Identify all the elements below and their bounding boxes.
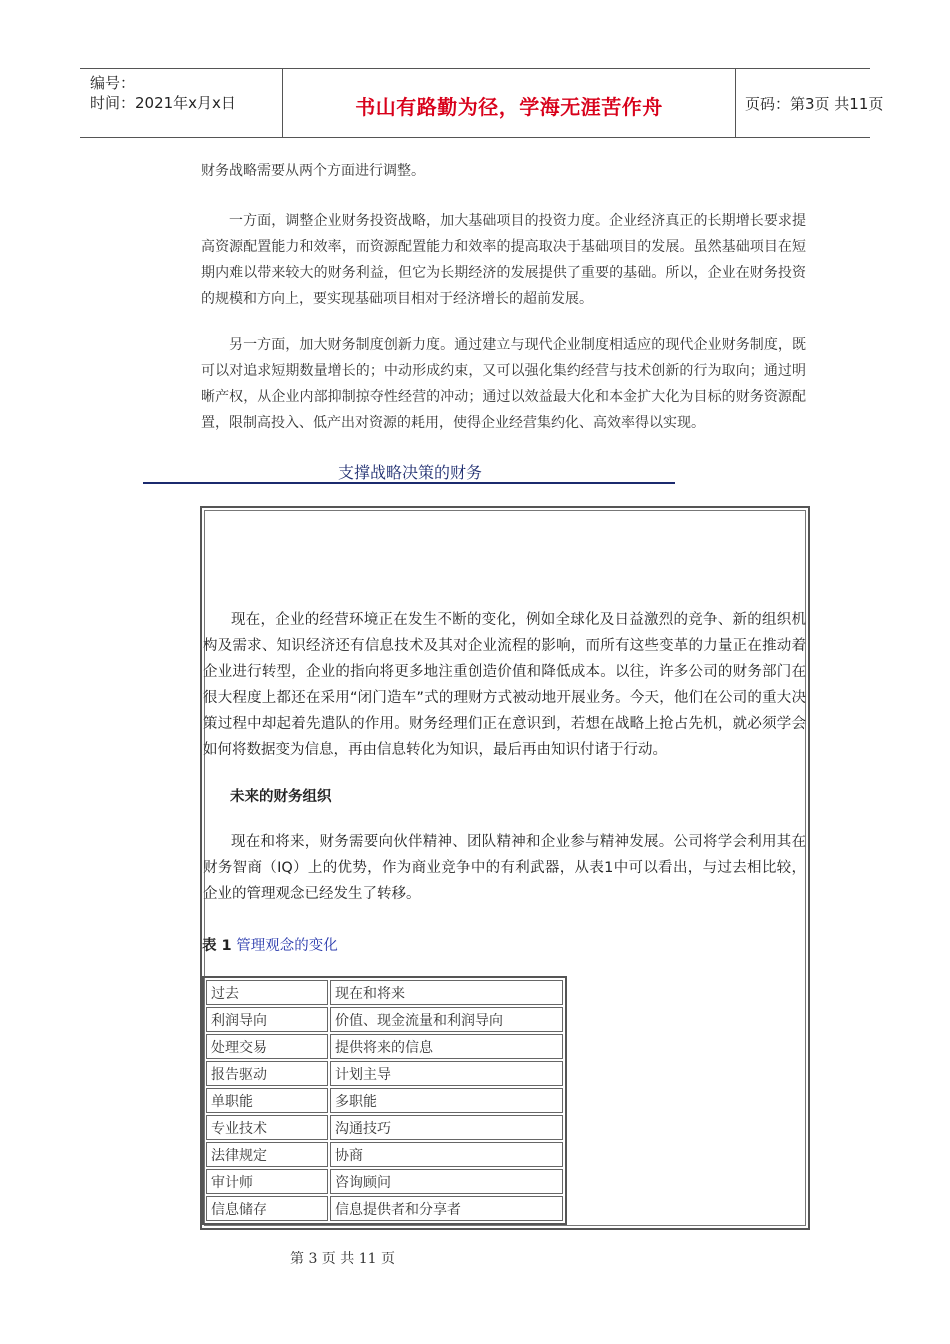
- table-cell: 单职能: [206, 1088, 328, 1113]
- management-concepts-table: [202, 976, 567, 1225]
- table-cell: 协商: [330, 1142, 563, 1167]
- intro-paragraph-0: 财务战略需要从两个方面进行调整。: [201, 163, 425, 179]
- intro-paragraph-1: 一方面，调整企业财务投资战略，加大基础项目的投资力度。企业经济真正的长期增长要求提高资源配置能力和效率，而资源配置能力和效率的提高取决于基础项目的发展。虽然基础项目在短期内难以带来较大的财务利益，但它为长期经济的发展提供了重要的基础。所以，企业在财务投资的规模和方向上，要实现基础项目相对于经济增长的超前发展。: [201, 213, 806, 307]
- table-row: [206, 1007, 563, 1032]
- header-page-label: 页码：第3页 共11页: [745, 95, 884, 113]
- table-caption-title: 管理观念的变化: [236, 938, 338, 954]
- document-number-label: 编号：: [90, 74, 136, 92]
- header-page-cell: [735, 69, 884, 137]
- table-cell: 过去: [206, 980, 328, 1005]
- table-cell: 计划主导: [330, 1061, 563, 1086]
- table-row: [206, 1034, 563, 1059]
- table-row: [206, 1196, 563, 1221]
- table-row: [206, 1088, 563, 1113]
- table-row: [206, 1115, 563, 1140]
- table-caption-number: 表 1: [202, 938, 232, 954]
- table-cell: 价值、现金流量和利润导向: [330, 1007, 563, 1032]
- article-paragraph-1: 现在，企业的经营环境正在发生不断的变化，例如全球化及日益激烈的竞争、新的组织机构及需求、知识经济还有信息技术及其对企业流程的影响，而所有这些变革的力量正在推动着企业进行转型，企业的指向将更多地注重创造价值和降低成本。以往，许多公司的财务部门在很大程度上都还在采用“闭门造车”式的理财方式被动地开展业务。今天，他们在公司的重大决策过程中却起着先遣队的作用。财务经理们正在意识到，若想在战略上抢占先机，就必须学会如何将数据变为信息，再由信息转化为知识，最后再由知识付诸于行动。: [203, 612, 806, 758]
- table-cell: 报告驱动: [206, 1061, 328, 1086]
- header-motto: 书山有路勤为径，学海无涯苦作舟: [355, 95, 663, 119]
- table-cell: 信息提供者和分享者: [330, 1196, 563, 1221]
- header-info-cell: [80, 69, 282, 137]
- section-title-underline: [143, 482, 675, 484]
- page-footer: 第 3 页 共 11 页: [290, 1251, 395, 1267]
- table-cell: 现在和将来: [330, 980, 563, 1005]
- table-cell: 法律规定: [206, 1142, 328, 1167]
- article-paragraph-2: 现在和将来，财务需要向伙伴精神、团队精神和企业参与精神发展。公司将学会利用其在财务智商（IQ）上的优势，作为商业竞争中的有利武器，从表1中可以看出，与过去相比较，企业的管理观念已经发生了转移。: [203, 834, 806, 902]
- page-header: [80, 68, 884, 138]
- header-motto-cell: [282, 69, 736, 137]
- table-caption: [202, 934, 338, 955]
- table-cell: 沟通技巧: [330, 1115, 563, 1140]
- table-row: [206, 1169, 563, 1194]
- section-title: 支撑战略决策的财务: [337, 463, 482, 482]
- table-cell: 利润导向: [206, 1007, 328, 1032]
- table-cell: 处理交易: [206, 1034, 328, 1059]
- article-subheading: 未来的财务组织: [230, 789, 332, 805]
- table-row: [206, 1061, 563, 1086]
- intro-paragraph-2: 另一方面，加大财务制度创新力度。通过建立与现代企业制度相适应的现代企业财务制度，既可以对追求短期数量增长的；中动形成约束，又可以强化集约经营与技术创新的行为取向；通过明晰产权，从企业内部抑制掠夺性经营的冲动；通过以效益最大化和本金扩大化为目标的财务资源配置，限制高投入、低产出对资源的耗用，使得企业经营集约化、高效率得以实现。: [201, 337, 806, 431]
- table-cell: 提供将来的信息: [330, 1034, 563, 1059]
- document-time-label: 时间：2021年x月x日: [90, 94, 236, 112]
- table-cell: 审计师: [206, 1169, 328, 1194]
- table-cell: 咨询顾问: [330, 1169, 563, 1194]
- table-row: [206, 1142, 563, 1167]
- table-cell: 多职能: [330, 1088, 563, 1113]
- table-cell: 信息储存: [206, 1196, 328, 1221]
- table-cell: 专业技术: [206, 1115, 328, 1140]
- table-row: [206, 980, 563, 1005]
